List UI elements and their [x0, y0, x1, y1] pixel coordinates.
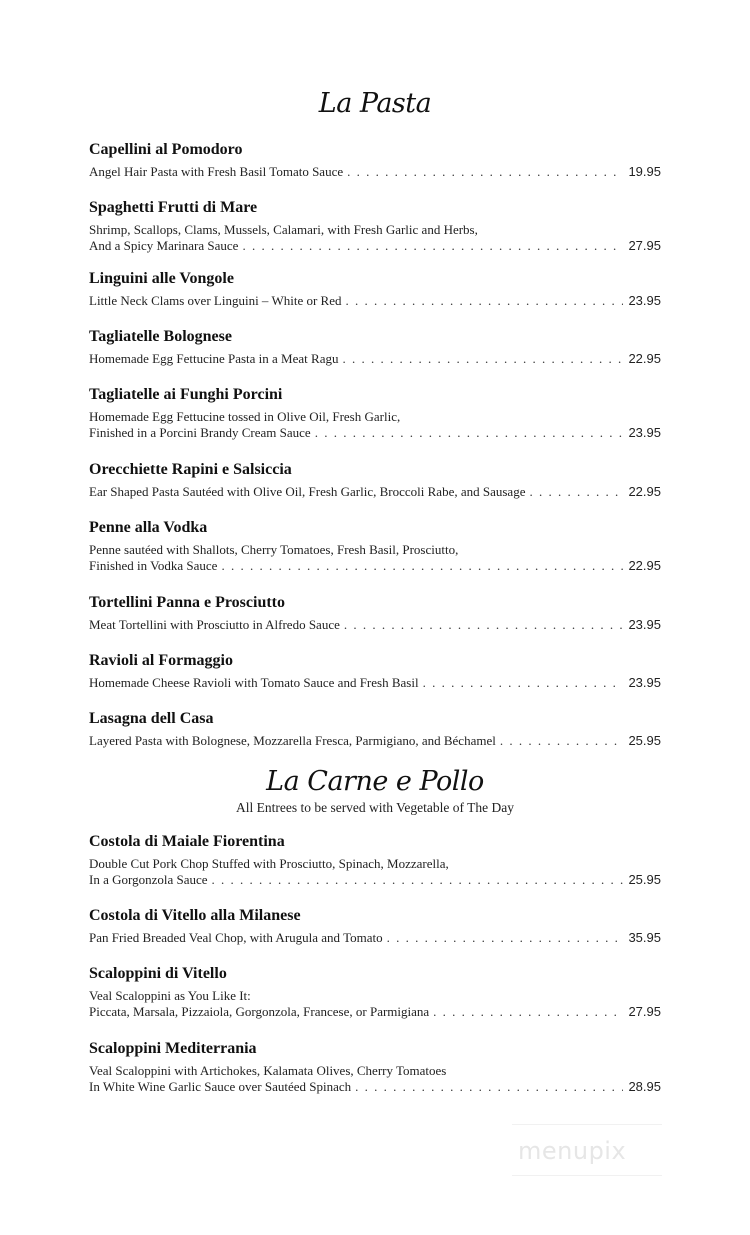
menu-item-description: Angel Hair Pasta with Fresh Basil Tomato Sauce — [89, 164, 344, 179]
menu-item-price-line — [89, 164, 661, 180]
menu-item-price: 23.95 — [628, 425, 661, 440]
dot-leader — [387, 930, 623, 946]
menu-item-price-line — [89, 1004, 661, 1020]
menu-item-price: 23.95 — [628, 675, 661, 690]
menu-item-description: Pan Fried Breaded Veal Chop, with Arugula and Tomato — [89, 930, 383, 945]
menu-item-description: Homemade Egg Fettucine Pasta in a Meat Ragu — [89, 351, 339, 366]
dot-leader — [344, 617, 623, 633]
menu-item-name: Tagliatelle ai Funghi Porcini — [89, 386, 283, 403]
dot-leader — [347, 164, 623, 180]
menu-item-price-line — [89, 558, 661, 574]
menu-item-name: Costola di Vitello alla Milanese — [89, 907, 301, 924]
menu-item-name: Tagliatelle Bolognese — [89, 328, 232, 345]
menu-item-price: 22.95 — [628, 351, 661, 366]
menu-item-description: Meat Tortellini with Prosciutto in Alfredo Sauce — [89, 617, 340, 632]
dot-leader — [342, 351, 623, 367]
menu-item-description: Double Cut Pork Chop Stuffed with Prosciutto, Spinach, Mozzarella, — [89, 856, 449, 871]
menu-item-description: Little Neck Clams over Linguini – White or Red — [89, 293, 342, 308]
menu-item-price-line — [89, 293, 661, 309]
dot-leader — [345, 293, 623, 309]
menu-item-name: Penne alla Vodka — [89, 519, 208, 536]
menu-item-price: 35.95 — [628, 930, 661, 945]
menu-item-price-line — [89, 1079, 661, 1095]
menu-item-price: 27.95 — [628, 238, 661, 253]
menu-item-price-line — [89, 351, 661, 367]
menu-item — [89, 269, 661, 309]
carne-section-subtitle: All Entrees to be served with Vegetable of The Day — [235, 800, 515, 815]
menu-item-name: Tortellini Panna e Prosciutto — [89, 594, 285, 611]
menu-item-name: Lasagna dell Casa — [89, 710, 214, 727]
dot-leader — [529, 484, 623, 500]
menu-item-price-line — [89, 675, 661, 691]
menu-item-description: Homemade Egg Fettucine tossed in Olive Oil, Fresh Garlic, — [89, 409, 401, 424]
pasta-section-title: La Pasta — [318, 88, 432, 119]
menu-item — [89, 460, 661, 500]
watermark-logo: menupix — [518, 1137, 627, 1165]
menu-item-price: 25.95 — [628, 872, 661, 887]
menu-item-name: Capellini al Pomodoro — [89, 141, 243, 158]
dot-leader — [242, 238, 623, 254]
carne-section-title: La Carne e Pollo — [266, 766, 484, 797]
menu-item-name: Spaghetti Frutti di Mare — [89, 199, 258, 216]
menu-item — [89, 140, 661, 180]
menu-item-description: In White Wine Garlic Sauce over Sautéed Spinach — [89, 1079, 352, 1094]
menu-item-price: 19.95 — [628, 164, 661, 179]
menu-item-description: Finished in a Porcini Brandy Cream Sauce — [89, 425, 311, 440]
menu-item-description: Shrimp, Scallops, Clams, Mussels, Calamari, with Fresh Garlic and Herbs, — [89, 222, 478, 237]
menu-item-price-line — [89, 617, 661, 633]
menu-item-price: 22.95 — [628, 558, 661, 573]
menu-item-description: Penne sautéed with Shallots, Cherry Tomatoes, Fresh Basil, Prosciutto, — [89, 542, 459, 557]
menu-item-price-line — [89, 930, 661, 946]
menu-item — [89, 709, 661, 749]
menu-item-description: Veal Scaloppini with Artichokes, Kalamata Olives, Cherry Tomatoes — [89, 1063, 447, 1078]
menu-item-name: Orecchiette Rapini e Salsiccia — [89, 461, 292, 478]
menu-item-price: 23.95 — [628, 617, 661, 632]
menu-item-price: 23.95 — [628, 293, 661, 308]
menu-item-description: And a Spicy Marinara Sauce — [89, 238, 239, 253]
dot-leader — [212, 872, 623, 888]
menu-item-name: Costola di Maiale Fiorentina — [89, 833, 285, 850]
menu-item-description: Ear Shaped Pasta Sautéed with Olive Oil, Fresh Garlic, Broccoli Rabe, and Sausage — [89, 484, 526, 499]
menu-item-price: 25.95 — [628, 733, 661, 748]
menu-item — [89, 385, 661, 441]
menu-item — [89, 327, 661, 367]
menu-item-description: Piccata, Marsala, Pizzaiola, Gorgonzola, Francese, or Parmigiana — [89, 1004, 430, 1019]
dot-leader — [221, 558, 623, 574]
dot-leader — [500, 733, 623, 749]
menu-item-name: Linguini alle Vongole — [89, 270, 234, 287]
menu-item-price-line — [89, 733, 661, 749]
menu-item-description: Layered Pasta with Bolognese, Mozzarella Fresca, Parmigiano, and Béchamel — [89, 733, 496, 748]
dot-leader — [315, 425, 623, 441]
menu-item — [89, 906, 661, 946]
menu-item — [89, 518, 661, 574]
menu-item — [89, 593, 661, 633]
menu-item-description: Veal Scaloppini as You Like It: — [89, 988, 251, 1003]
menu-item — [89, 964, 661, 1020]
watermark — [512, 1124, 662, 1176]
menu-item — [89, 832, 661, 888]
dot-leader — [355, 1079, 623, 1095]
dot-leader — [423, 675, 623, 691]
menu-item — [89, 1039, 661, 1095]
menu-item-price-line — [89, 425, 661, 441]
dot-leader — [433, 1004, 623, 1020]
menu-item-description: In a Gorgonzola Sauce — [89, 872, 208, 887]
menu-item-price-line — [89, 484, 661, 500]
menu-item-name: Ravioli al Formaggio — [89, 652, 233, 669]
menu-item-name: Scaloppini Mediterrania — [89, 1040, 257, 1057]
menu-item — [89, 651, 661, 691]
menu-item-name: Scaloppini di Vitello — [89, 965, 227, 982]
menu-item-price-line — [89, 872, 661, 888]
menu-item-price: 28.95 — [628, 1079, 661, 1094]
menu-item-price-line — [89, 238, 661, 254]
menu-item — [89, 198, 661, 254]
menu-item-description: Finished in Vodka Sauce — [89, 558, 218, 573]
menu-item-description: Homemade Cheese Ravioli with Tomato Sauce and Fresh Basil — [89, 675, 419, 690]
menu-item-price: 22.95 — [628, 484, 661, 499]
menu-item-price: 27.95 — [628, 1004, 661, 1019]
